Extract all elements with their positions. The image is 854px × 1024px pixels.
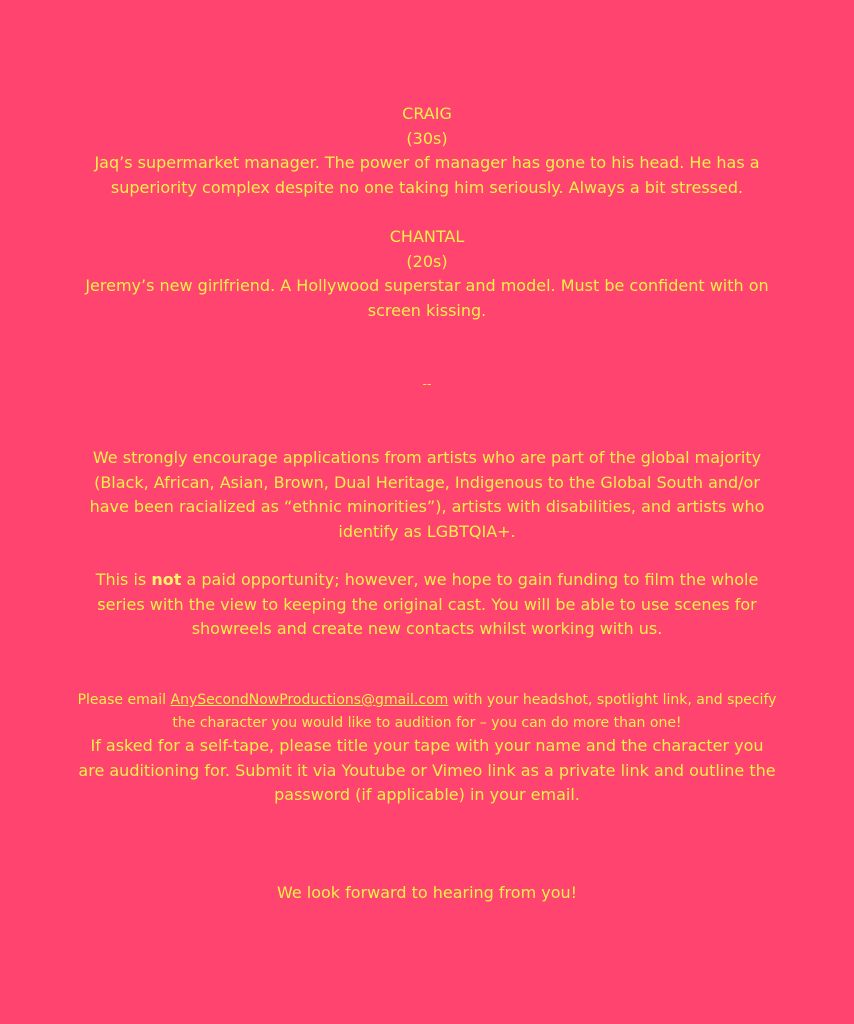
role-age: (20s) bbox=[406, 251, 448, 271]
role-name: CRAIG bbox=[402, 104, 452, 123]
closing-line: We look forward to hearing from you! bbox=[276, 883, 578, 902]
self-tape-instructions: If asked for a self-tape, please title your tape with your name and the character you are auditioning for. Submit it via Youtube or Vimeo link as a private link and outline the password (if applicable) in your email. bbox=[78, 736, 776, 804]
email-link[interactable]: AnySecondNowProductions@gmail.com bbox=[170, 692, 449, 708]
role-chantal bbox=[60, 225, 794, 323]
payment-suffix: a paid opportunity; however, we hope to gain funding to film the whole series with the view to keeping the original cast. You will be able to use scenes for showreels and create new contacts whilst working with us. bbox=[97, 570, 759, 638]
role-name: CHANTAL bbox=[389, 227, 465, 246]
diversity-statement: We strongly encourage applications from artists who are part of the global majority (Black, African, Asian, Brown, Dual Heritage, Indigenous to the Global South and/or have been racialized as “ethnic minorities”), artists with disabilities, and artists who identify as LGBTQIA+. bbox=[89, 448, 765, 541]
contact-instructions bbox=[70, 689, 784, 734]
role-craig bbox=[60, 102, 794, 200]
payment-prefix: This is bbox=[95, 570, 152, 589]
payment-emphasis: not bbox=[151, 570, 182, 589]
role-age: (30s) bbox=[406, 128, 448, 148]
contact-prefix: Please email bbox=[77, 692, 171, 708]
payment-statement bbox=[78, 568, 776, 642]
role-description: Jaq’s supermarket manager. The power of manager has gone to his head. He has a superiority complex despite no one taking him seriously. Always a bit stressed. bbox=[94, 153, 760, 197]
contact-suffix: with your headshot, spotlight link, and specify the character you would like to audition for – you can do more than one! bbox=[172, 692, 777, 731]
section-separator: -- bbox=[422, 377, 432, 391]
role-description: Jeremy’s new girlfriend. A Hollywood superstar and model. Must be confident with on screen kissing. bbox=[85, 276, 769, 320]
